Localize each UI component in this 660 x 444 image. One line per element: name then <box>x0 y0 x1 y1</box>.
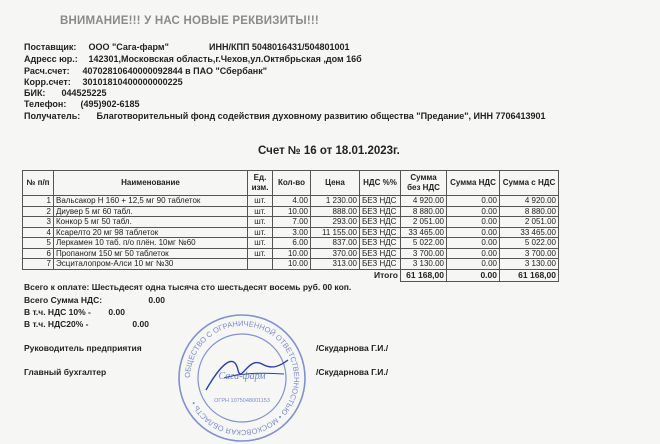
item-sum-no-vat: 3 130.00 <box>401 259 447 270</box>
item-price: 293.00 <box>311 217 360 228</box>
row-number: 5 <box>23 238 54 249</box>
corr-label: Корр.счет: <box>24 77 71 87</box>
item-sum-with-vat: 5 022.00 <box>500 238 559 249</box>
item-sum-no-vat: 3 700.00 <box>401 248 447 259</box>
item-unit: шт. <box>248 227 273 238</box>
total-row <box>23 269 559 281</box>
row-number: 4 <box>23 227 54 238</box>
address-line <box>24 54 362 65</box>
amount-in-words: Всего к оплате: Шестьдесят одна тысяча сто шестьдесят восемь руб. 00 коп. <box>24 282 352 292</box>
item-name: Эсциталопром-Алси 10 мг №30 <box>54 259 248 270</box>
col-sum-with-vat: Сумма с НДС <box>500 171 559 196</box>
address-value: 142301,Московская область,г.Чехов,ул.Октябрьская ,дом 16б <box>88 54 362 64</box>
row-number: 1 <box>23 196 54 207</box>
director-label: Руководитель предприятия <box>24 343 142 353</box>
item-price: 837.00 <box>311 238 360 249</box>
stamp-ring-text: ОБЩЕСТВО С ОГРАНИЧЕННОЙ ОТВЕТСТВЕННОСТЬЮ • МОСКОВСКАЯ ОБЛАСТЬ • <box>182 318 302 438</box>
vat20-value: 0.00 <box>132 319 149 329</box>
item-price: 11 155.00 <box>311 227 360 238</box>
item-vat-rate: БЕЗ НДС <box>360 217 401 228</box>
table-header-row <box>23 171 559 196</box>
company-stamp <box>176 312 308 444</box>
table-row <box>23 259 559 270</box>
new-requisites-notice: ВНИМАНИЕ!!! У НАС НОВЫЕ РЕКВИЗИТЫ!!! <box>60 15 319 27</box>
item-price: 370.00 <box>311 248 360 259</box>
item-sum-no-vat: 33 465.00 <box>401 227 447 238</box>
row-number: 6 <box>23 248 54 259</box>
item-vat-rate: БЕЗ НДС <box>360 196 401 207</box>
account-value: 40702810640000092844 в ПАО "Сбербанк" <box>82 66 267 76</box>
item-qty: 4.00 <box>273 196 311 207</box>
item-name: Пропаноrм 150 мг 50 таблеток <box>54 248 248 259</box>
item-vat-sum: 0.00 <box>447 196 500 207</box>
item-name: Конкор 5 мг 50 табл. <box>54 217 248 228</box>
col-unit: Ед. изм. <box>248 171 273 196</box>
item-vat-rate: БЕЗ НДС <box>360 259 401 270</box>
item-sum-no-vat: 4 920.00 <box>401 196 447 207</box>
item-unit: шт. <box>248 248 273 259</box>
item-sum-with-vat: 3 130.00 <box>500 259 559 270</box>
row-number: 2 <box>23 206 54 217</box>
table-row <box>23 196 559 207</box>
item-unit: шт. <box>248 206 273 217</box>
vat-total-label: Всего Сумма НДС: <box>24 295 103 305</box>
item-sum-with-vat: 33 465.00 <box>500 227 559 238</box>
col-qty: Кол-во <box>273 171 311 196</box>
bik-value: 044525225 <box>61 88 107 98</box>
total-vat: 0.00 <box>447 269 500 281</box>
item-sum-with-vat: 8 880.00 <box>500 206 559 217</box>
col-vat-sum: Сумма НДС <box>447 171 500 196</box>
vat10-label: В т.ч. НДС 10% - <box>24 307 91 317</box>
row-number: 7 <box>23 259 54 270</box>
item-vat-sum: 0.00 <box>447 238 500 249</box>
item-sum-no-vat: 2 051.00 <box>401 217 447 228</box>
payer-value: Благотворительный фонд содействия духовному развитию общества "Предание", ИНН 7706413901 <box>96 111 546 121</box>
table-row <box>23 238 559 249</box>
item-price: 313.00 <box>311 259 360 270</box>
payer-label: Получатель: <box>24 111 81 121</box>
phone-value: (495)902-6185 <box>80 99 140 109</box>
col-vat-rate: НДС %% <box>360 171 401 196</box>
item-unit: шт. <box>248 217 273 228</box>
invoice-title: Счет № 16 от 18.01.2023г. <box>258 145 400 157</box>
item-vat-sum: 0.00 <box>447 206 500 217</box>
item-vat-rate: БЕЗ НДС <box>360 248 401 259</box>
item-qty: 7.00 <box>273 217 311 228</box>
vat10-line <box>24 307 125 317</box>
account-label: Расч.счет: <box>24 66 70 76</box>
col-number: № п/п <box>23 171 54 196</box>
item-sum-with-vat: 3 700.00 <box>500 248 559 259</box>
bik-label: БИК: <box>24 88 46 98</box>
stamp-ogrn: ОГРН 1075048001153 <box>214 398 270 404</box>
item-qty: 6.00 <box>273 238 311 249</box>
item-name: Ксарелто 20 мг 98 таблеток <box>54 227 248 238</box>
vat-total-value: 0.00 <box>148 295 165 305</box>
address-label: Адресс юр.: <box>24 54 78 64</box>
item-qty: 10.00 <box>273 206 311 217</box>
item-vat-sum: 0.00 <box>447 259 500 270</box>
item-vat-rate: БЕЗ НДС <box>360 206 401 217</box>
bik-line <box>24 88 107 99</box>
item-vat-sum: 0.00 <box>447 248 500 259</box>
item-name: Диувер 5 мг 60 табл. <box>54 206 248 217</box>
total-with-vat: 61 168,00 <box>500 269 559 281</box>
total-label: Итого <box>374 269 398 280</box>
item-sum-no-vat: 5 022.00 <box>401 238 447 249</box>
col-name: Наименование <box>54 171 248 196</box>
phone-label: Телефон: <box>24 99 67 109</box>
item-vat-sum: 0.00 <box>447 227 500 238</box>
item-qty: 10.00 <box>273 248 311 259</box>
stamp-center-text: Сага-фарм <box>218 371 266 382</box>
item-sum-with-vat: 2 051.00 <box>500 217 559 228</box>
table-row <box>23 217 559 228</box>
vat20-label: В т.ч. НДС20% - <box>24 319 89 329</box>
payer-line <box>24 111 546 122</box>
item-price: 1 230.00 <box>311 196 360 207</box>
account-line <box>24 66 267 77</box>
item-price: 888.00 <box>311 206 360 217</box>
director-name: /Скударнова Г.И./ <box>316 343 389 353</box>
phone-line <box>24 99 140 110</box>
vat-total-line <box>24 295 165 305</box>
item-sum-with-vat: 4 920.00 <box>500 196 559 207</box>
item-name: Леркамен 10 таб. п/о плён. 10мг №60 <box>54 238 248 249</box>
invoice-table <box>22 170 559 282</box>
item-qty: 10.00 <box>273 259 311 270</box>
supplier-line <box>24 42 350 53</box>
col-price: Цена <box>311 171 360 196</box>
corr-value: 30101810400000000225 <box>82 77 183 87</box>
item-unit: шт. <box>248 238 273 249</box>
item-qty: 3.00 <box>273 227 311 238</box>
vat20-line <box>24 319 149 329</box>
supplier-label: Поставщик: <box>24 42 77 52</box>
item-name: Вальсакор Н 160 + 12,5 мг 90 таблеток <box>54 196 248 207</box>
item-vat-rate: БЕЗ НДС <box>360 238 401 249</box>
row-number: 3 <box>23 217 54 228</box>
item-unit: шт. <box>248 196 273 207</box>
col-sum-no-vat: Сумма без НДС <box>401 171 447 196</box>
supplier-inn-kpp: ИНН/КПП 5048016431/504801001 <box>209 42 350 52</box>
item-unit <box>248 259 273 270</box>
total-without-vat: 61 168,00 <box>401 269 447 281</box>
vat10-value: 0.00 <box>108 307 125 317</box>
table-row <box>23 248 559 259</box>
accountant-name: /Скударнова Г.И./ <box>316 367 389 377</box>
supplier-name: ООО "Сага-фарм" <box>88 42 169 52</box>
item-vat-sum: 0.00 <box>447 217 500 228</box>
item-sum-no-vat: 8 880.00 <box>401 206 447 217</box>
item-vat-rate: БЕЗ НДС <box>360 227 401 238</box>
table-row <box>23 206 559 217</box>
table-row <box>23 227 559 238</box>
corr-line <box>24 77 183 88</box>
accountant-label: Главный бухгалтер <box>24 367 107 377</box>
